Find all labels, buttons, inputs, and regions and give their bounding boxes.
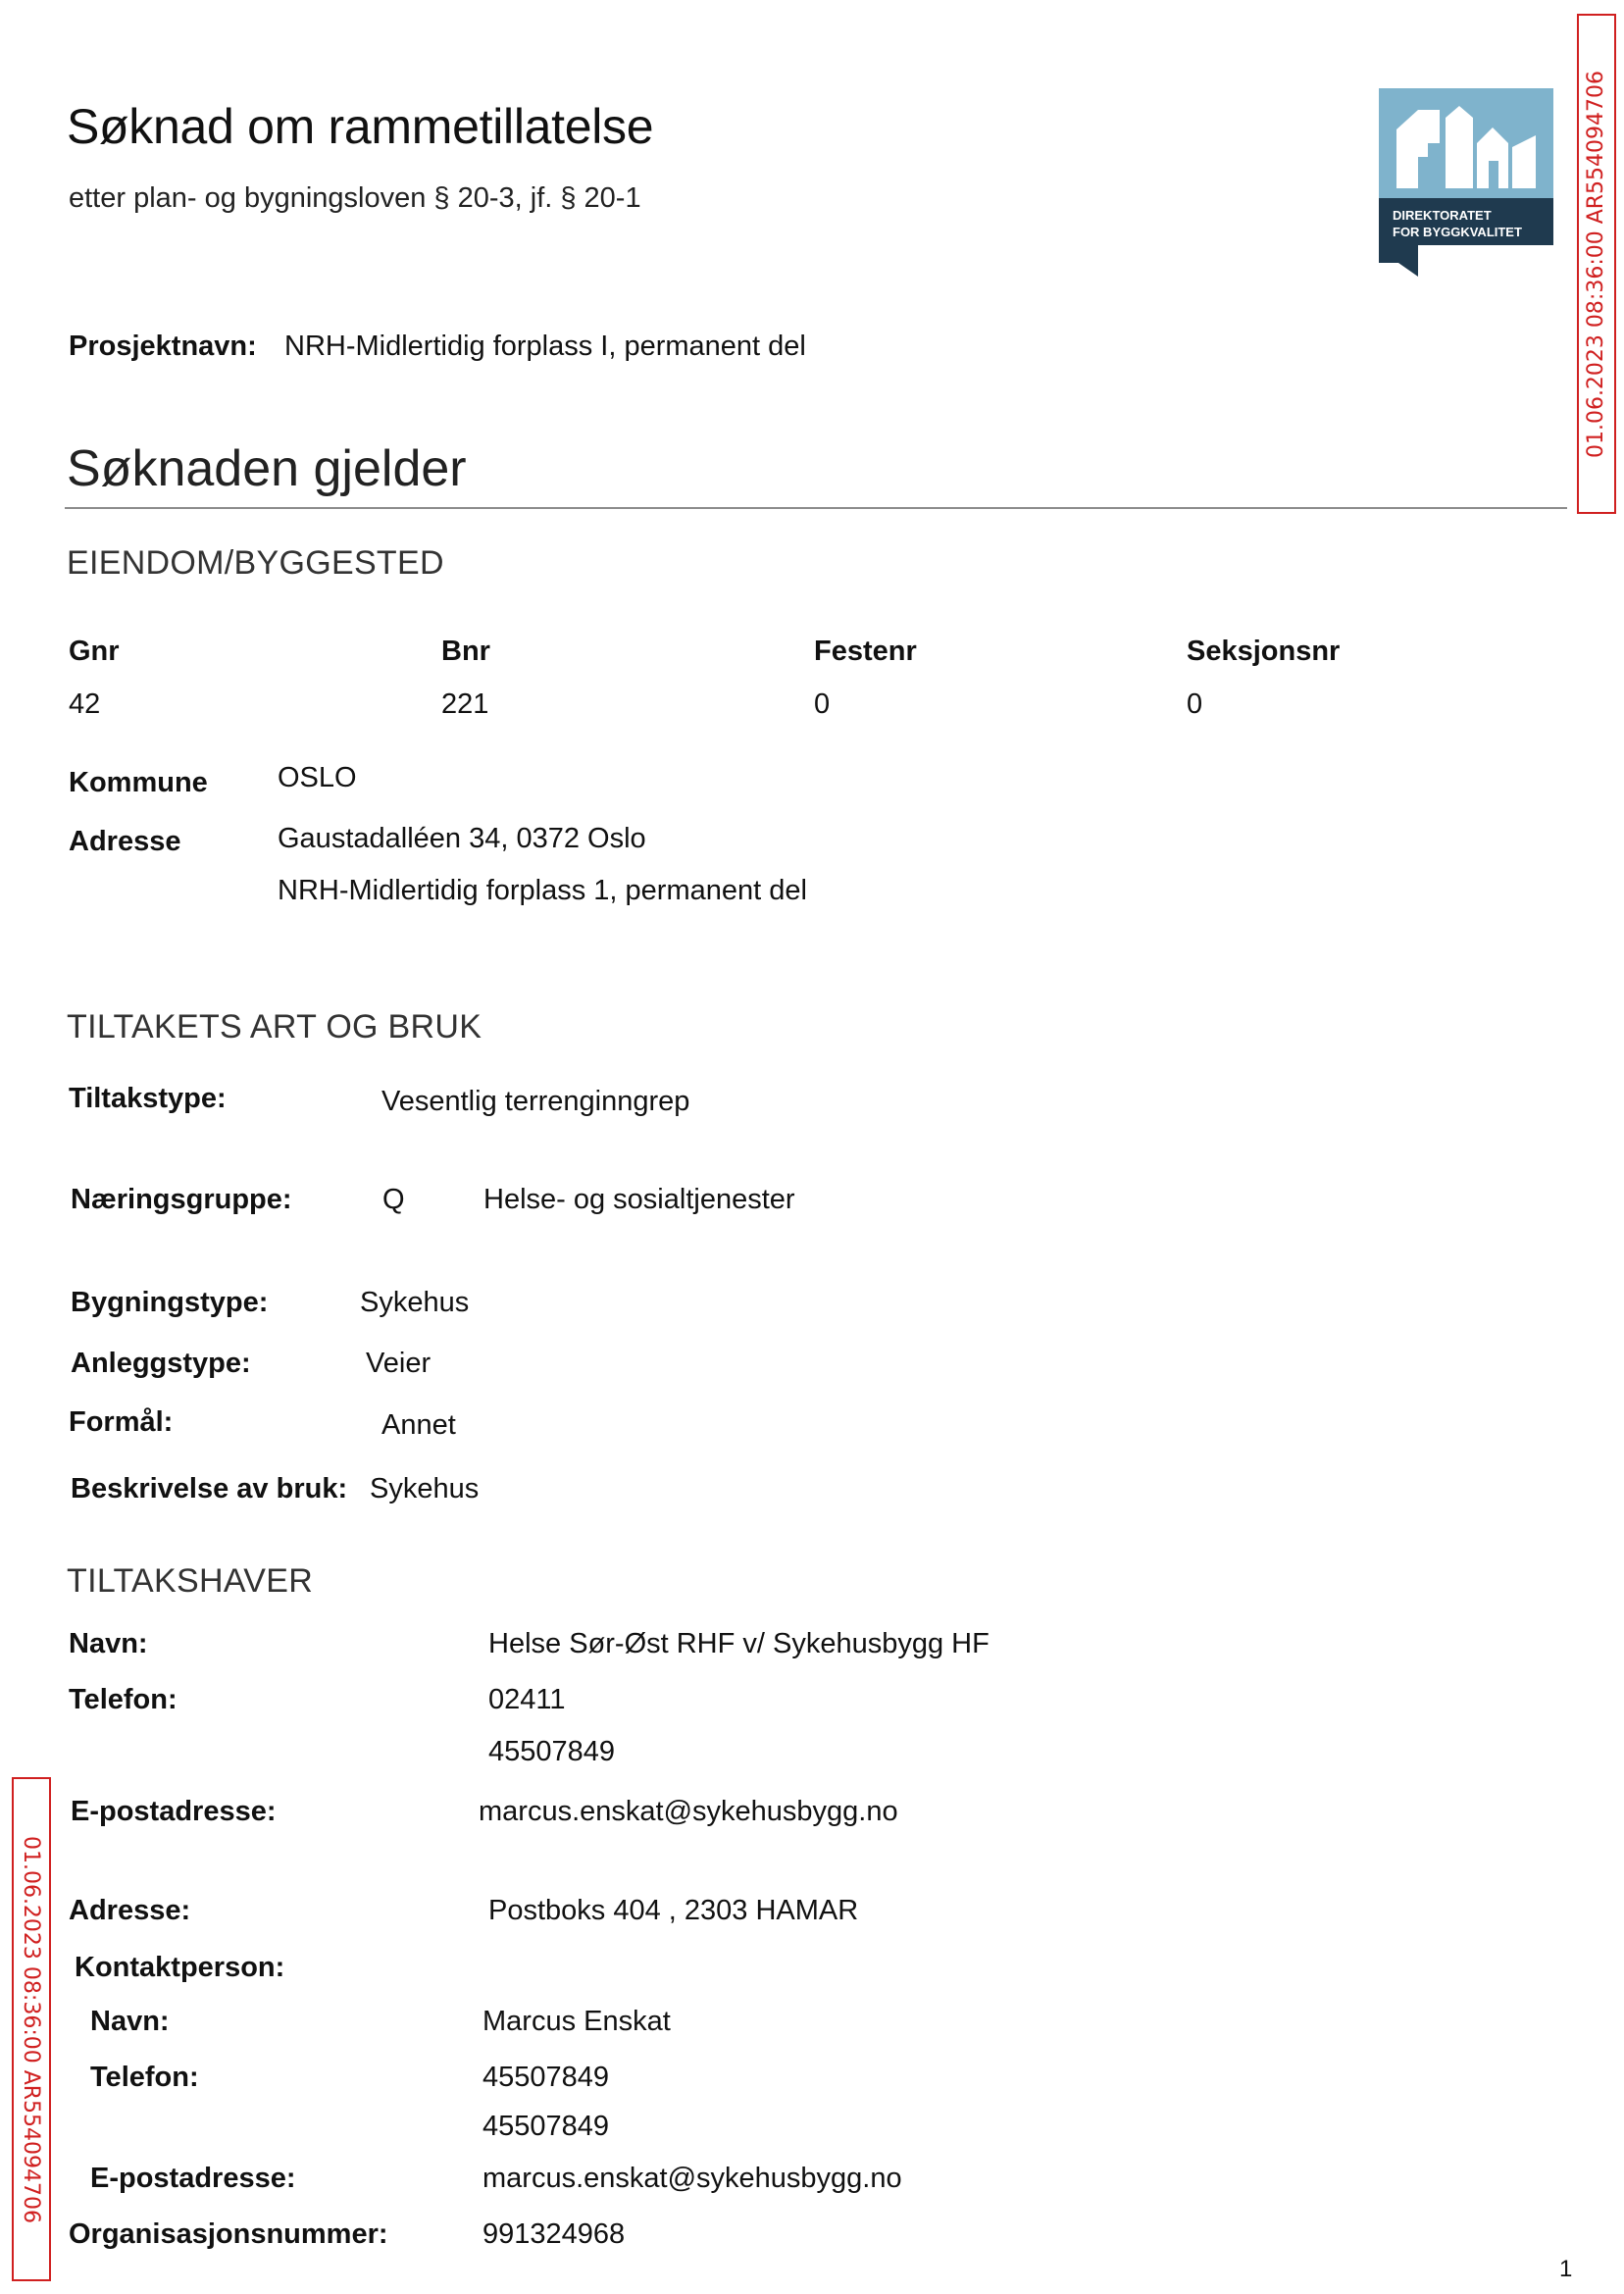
tiltakshaver-epost-label: E-postadresse: xyxy=(71,1796,277,1827)
section-divider xyxy=(65,507,1567,509)
tiltakshaver-navn-value: Helse Sør-Øst RHF v/ Sykehusbygg HF xyxy=(488,1628,990,1659)
bygningstype-value: Sykehus xyxy=(360,1287,470,1318)
property-heading: EIENDOM/BYGGESTED xyxy=(67,544,444,582)
seksjonsnr-value: 0 xyxy=(1187,688,1203,720)
tiltakshaver-adresse-label: Adresse: xyxy=(69,1895,191,1926)
tiltakshaver-epost-value: marcus.enskat@sykehusbygg.no xyxy=(479,1796,898,1827)
adresse-line2: NRH-Midlertidig forplass 1, permanent del xyxy=(278,875,807,906)
formal-label: Formål: xyxy=(69,1406,174,1438)
tiltakstype-label: Tiltakstype: xyxy=(69,1083,227,1114)
anleggstype-label: Anleggstype: xyxy=(71,1348,251,1379)
tiltakshaver-telefon-1: 02411 xyxy=(488,1684,566,1715)
stamp-text-right: 01.06.2023 08:36:00 AR554094706 xyxy=(1584,70,1609,458)
kontakt-epost-label: E-postadresse: xyxy=(90,2163,296,2194)
kontakt-navn-value: Marcus Enskat xyxy=(482,2006,671,2037)
bnr-value: 221 xyxy=(441,688,489,720)
tiltakshaver-navn-label: Navn: xyxy=(69,1628,148,1659)
tiltak-heading: TILTAKETS ART OG BRUK xyxy=(67,1008,482,1045)
page-number: 1 xyxy=(1559,2256,1573,2282)
kontaktperson-label: Kontaktperson: xyxy=(75,1952,285,1983)
tiltakstype-value: Vesentlig terrenginngrep xyxy=(381,1086,690,1117)
stamp-text-left: 01.06.2023 08:36:00 AR554094706 xyxy=(19,1835,44,2223)
gnr-value: 42 xyxy=(69,688,101,720)
tiltakshaver-heading: TILTAKSHAVER xyxy=(67,1562,314,1600)
gnr-label: Gnr xyxy=(69,636,120,667)
festenr-value: 0 xyxy=(814,688,831,720)
kontakt-epost-value: marcus.enskat@sykehusbygg.no xyxy=(482,2163,902,2194)
kommune-label: Kommune xyxy=(69,767,208,798)
kontakt-telefon-2: 45507849 xyxy=(482,2111,610,2142)
kontakt-telefon-1: 45507849 xyxy=(482,2062,610,2093)
kontakt-telefon-label: Telefon: xyxy=(90,2062,199,2093)
page-subtitle: etter plan- og bygningsloven § 20-3, jf. § 20-1 xyxy=(69,182,641,214)
naeringsgruppe-label: Næringsgruppe: xyxy=(71,1184,292,1215)
beskrivelse-value: Sykehus xyxy=(370,1473,480,1504)
orgnr-value: 991324968 xyxy=(482,2218,626,2250)
naeringsgruppe-code: Q xyxy=(382,1184,405,1215)
seksjonsnr-label: Seksjonsnr xyxy=(1187,636,1341,667)
logo-line1: DIREKTORATET xyxy=(1393,208,1492,223)
orgnr-label: Organisasjonsnummer: xyxy=(69,2218,388,2250)
page-title: Søknad om rammetillatelse xyxy=(67,99,654,154)
kommune-value: OSLO xyxy=(278,762,357,793)
formal-value: Annet xyxy=(381,1409,456,1441)
project-value: NRH-Midlertidig forplass I, permanent del xyxy=(284,331,806,362)
beskrivelse-label: Beskrivelse av bruk: xyxy=(71,1473,348,1504)
tiltakshaver-telefon-label: Telefon: xyxy=(69,1684,178,1715)
bnr-label: Bnr xyxy=(441,636,490,667)
anleggstype-value: Veier xyxy=(366,1348,431,1379)
timestamp-stamp-right xyxy=(1577,14,1616,514)
kontakt-navn-label: Navn: xyxy=(90,2006,170,2037)
dibk-logo-graphic xyxy=(1379,88,1553,277)
logo-line2: FOR BYGGKVALITET xyxy=(1393,225,1522,239)
timestamp-stamp-left xyxy=(12,1777,51,2281)
project-label: Prosjektnavn: xyxy=(69,331,257,362)
tiltakshaver-adresse-value: Postboks 404 , 2303 HAMAR xyxy=(488,1895,859,1926)
bygningstype-label: Bygningstype: xyxy=(71,1287,269,1318)
section-title: Søknaden gjelder xyxy=(67,440,467,497)
adresse-label: Adresse xyxy=(69,826,181,857)
festenr-label: Festenr xyxy=(814,636,917,667)
naeringsgruppe-value: Helse- og sosialtjenester xyxy=(483,1184,795,1215)
adresse-line1: Gaustadalléen 34, 0372 Oslo xyxy=(278,823,646,854)
tiltakshaver-telefon-2: 45507849 xyxy=(488,1736,616,1767)
dibk-logo xyxy=(1379,88,1551,281)
